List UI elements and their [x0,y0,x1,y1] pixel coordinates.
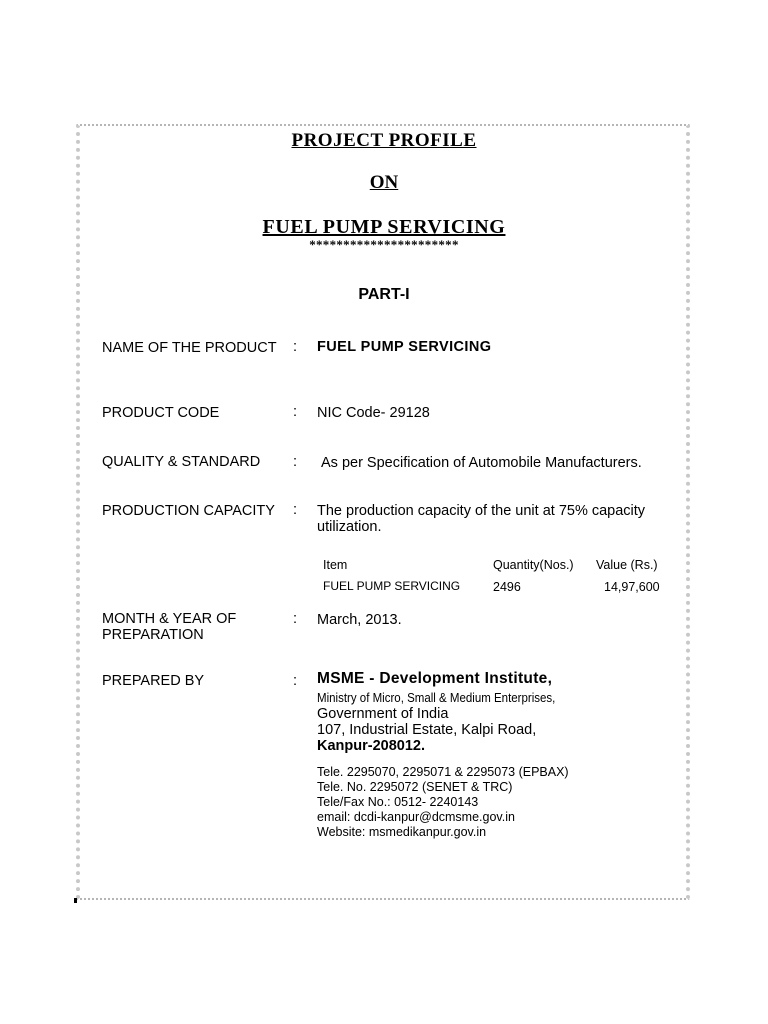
title-on: ON [369,172,399,193]
part-heading: PART-I [358,286,410,303]
colon: : [293,454,298,470]
label-month-year-line1: MONTH & YEAR OF [102,611,237,627]
value-capacity-line2: utilization. [317,519,382,535]
colon: : [293,404,298,420]
label-product-name: NAME OF THE PRODUCT [102,340,277,356]
institute-government: Government of India [317,706,449,722]
institute-email: email: dcdi-kanpur@dcmsme.gov.in [317,810,515,824]
label-month-year-line2: PREPARATION [102,627,204,643]
value-product-code: NIC Code- 29128 [317,405,430,421]
institute-ministry: Ministry of Micro, Small & Medium Enterprises, [317,691,556,705]
institute-fax: Tele/Fax No.: 0512- 2240143 [317,795,479,809]
title-stars: ********************** [309,237,459,252]
institute-name: MSME - Development Institute, [317,670,553,687]
label-quality: QUALITY & STANDARD [102,454,261,470]
value-product-name: FUEL PUMP SERVICING [317,339,492,355]
label-capacity: PRODUCTION CAPACITY [102,503,275,519]
institute-website: Website: msmedikanpur.gov.in [317,825,487,839]
colon: : [293,339,298,355]
colon: : [293,611,298,627]
title-fuel-pump-servicing: FUEL PUMP SERVICING [262,216,506,238]
colon: : [293,673,298,689]
value-quality: As per Specification of Automobile Manufacturers. [321,455,642,471]
colon: : [293,502,298,518]
label-product-code: PRODUCT CODE [102,405,220,421]
table-header-quantity: Quantity(Nos.) [493,558,574,572]
institute-tele2: Tele. No. 2295072 (SENET & TRC) [317,780,513,794]
table-header-item: Item [323,558,348,572]
title-project-profile: PROJECT PROFILE [291,130,477,151]
institute-tele1: Tele. 2295070, 2295071 & 2295073 (EPBAX) [317,765,569,779]
corner-mark [74,898,77,903]
institute-address: 107, Industrial Estate, Kalpi Road, [317,722,537,738]
value-month-year: March, 2013. [317,612,402,628]
value-capacity-line1: The production capacity of the unit at 75% capacity [317,503,646,519]
table-cell-quantity: 2496 [493,580,521,594]
institute-city: Kanpur-208012. [317,738,425,754]
label-prepared-by: PREPARED BY [102,673,205,689]
table-header-value: Value (Rs.) [596,558,658,572]
table-cell-value: 14,97,600 [604,580,660,594]
table-cell-item: FUEL PUMP SERVICING [323,579,461,593]
